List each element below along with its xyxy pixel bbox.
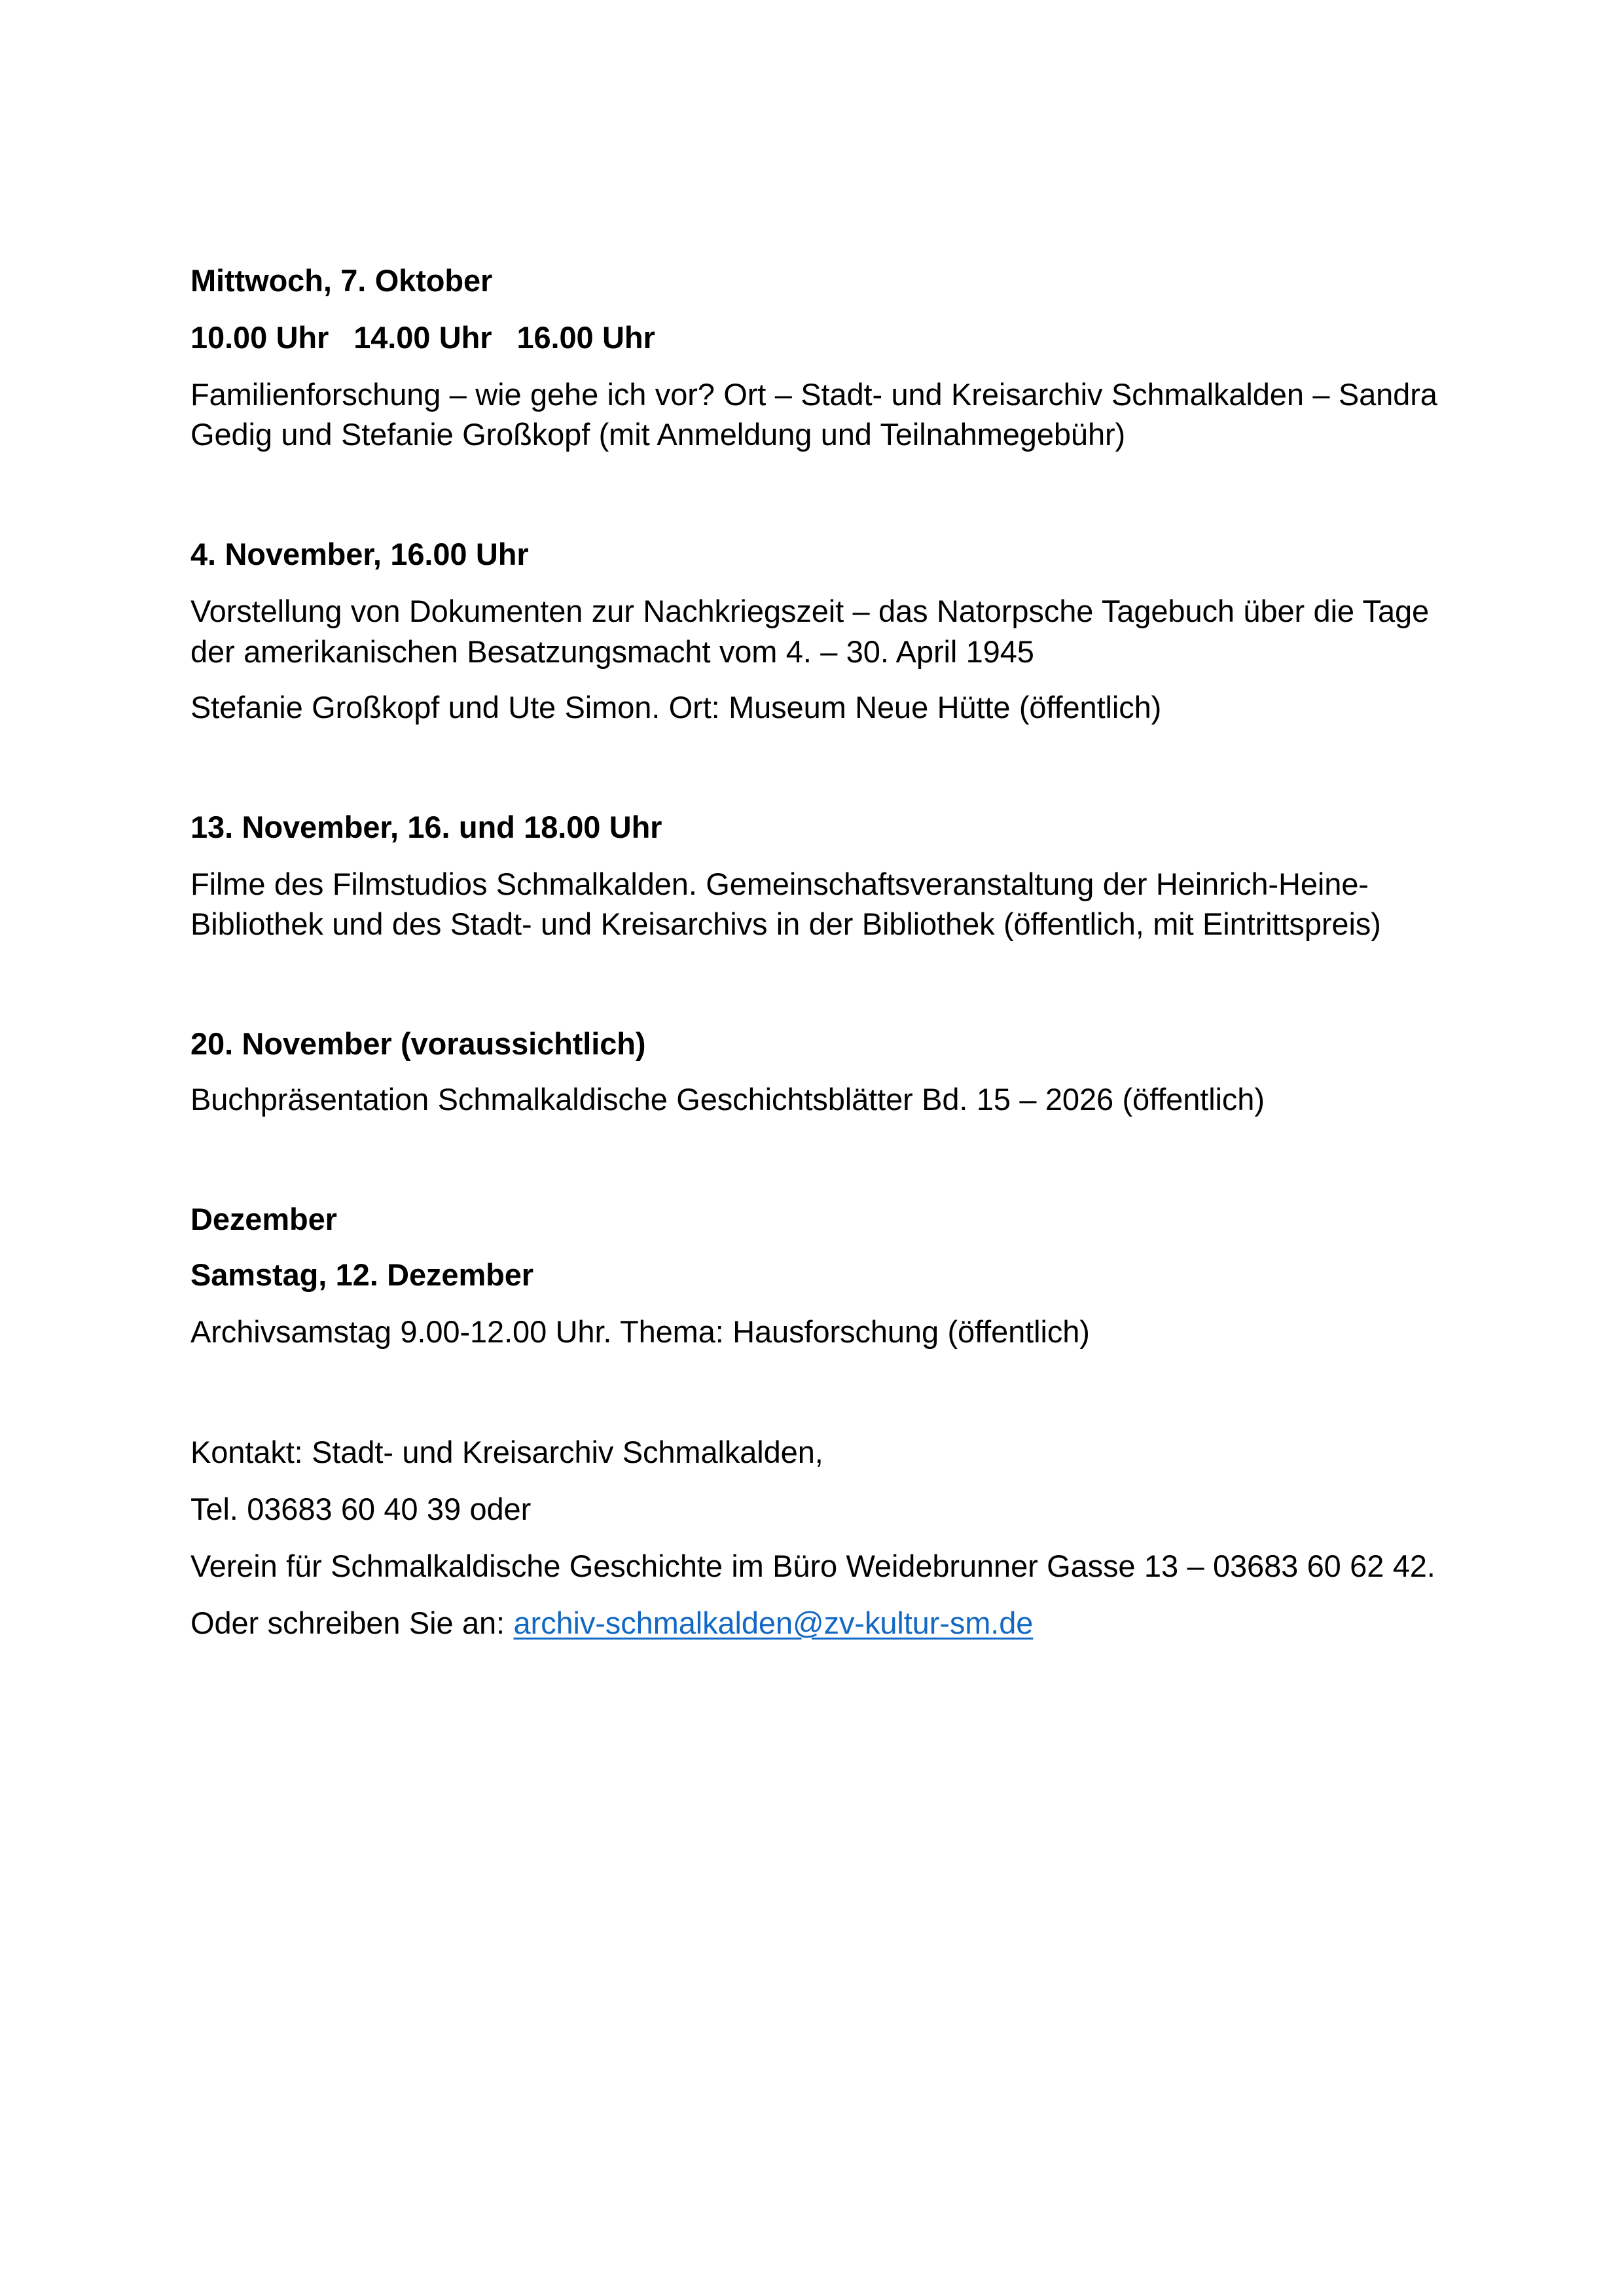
heading-november-04: 4. November, 16.00 Uhr xyxy=(190,537,529,572)
section-spacer xyxy=(190,1136,1437,1199)
contact-archive-line: Kontakt: Stadt- und Kreisarchiv Schmalkalden, xyxy=(190,1434,823,1469)
section-spacer xyxy=(190,961,1437,1024)
section-spacer xyxy=(190,471,1437,534)
heading-oktober: Mittwoch, 7. Oktober xyxy=(190,263,493,298)
body-dezember: Archivsamstag 9.00-12.00 Uhr. Thema: Hausforschung (öffentlich) xyxy=(190,1314,1090,1350)
document-body xyxy=(190,260,1437,1660)
times-oktober xyxy=(190,317,1437,357)
body-oktober: Familienforschung – wie gehe ich vor? Ort – Stadt- und Kreisarchiv Schmalkalden – Sandra Gedig und Stefanie Großkopf (mit Anmeldung und Teilnahmegebühr) xyxy=(190,377,1437,452)
body-november-04: Vorstellung von Dokumenten zur Nachkriegszeit – das Natorpsche Tagebuch über die Tage der amerikanischen Besatzungsmacht vom 4. – 30. April 1945 xyxy=(190,594,1430,669)
time-entry-1: 10.00 Uhr xyxy=(190,320,329,355)
section-spacer xyxy=(190,1369,1437,1432)
email-link[interactable]: archiv-schmalkalden@zv-kultur-sm.de xyxy=(513,1605,1034,1640)
heading-november-20: 20. November (voraussichtlich) xyxy=(190,1026,646,1062)
contact-phone-line: Tel. 03683 60 40 39 oder xyxy=(190,1491,532,1526)
body-november-13: Filme des Filmstudios Schmalkalden. Gemeinschaftsveranstaltung der Heinrich-Heine-Bibliothek und des Stadt- und Kreisarchivs in der Bibliothek (öffentlich, mit Eintrittspreis) xyxy=(190,866,1381,941)
contact-email-prefix: Oder schreiben Sie an: xyxy=(190,1605,514,1640)
heading-dezember: Dezember xyxy=(190,1202,337,1237)
heading-november-13: 13. November, 16. und 18.00 Uhr xyxy=(190,809,662,844)
section-spacer xyxy=(190,744,1437,807)
subheading-dezember: Samstag, 12. Dezember xyxy=(190,1257,533,1293)
body-november-20: Buchpräsentation Schmalkaldische Geschichtsblätter Bd. 15 – 2026 (öffentlich) xyxy=(190,1082,1265,1117)
time-entry-3: 16.00 Uhr xyxy=(516,320,655,355)
time-entry-2: 14.00 Uhr xyxy=(353,320,492,355)
contact-email-line xyxy=(190,1603,1437,1643)
contact-verein-line: Verein für Schmalkaldische Geschichte im Büro Weidebrunner Gasse 13 – 03683 60 62 42. xyxy=(190,1548,1435,1583)
body2-november-04: Stefanie Großkopf und Ute Simon. Ort: Museum Neue Hütte (öffentlich) xyxy=(190,689,1162,725)
